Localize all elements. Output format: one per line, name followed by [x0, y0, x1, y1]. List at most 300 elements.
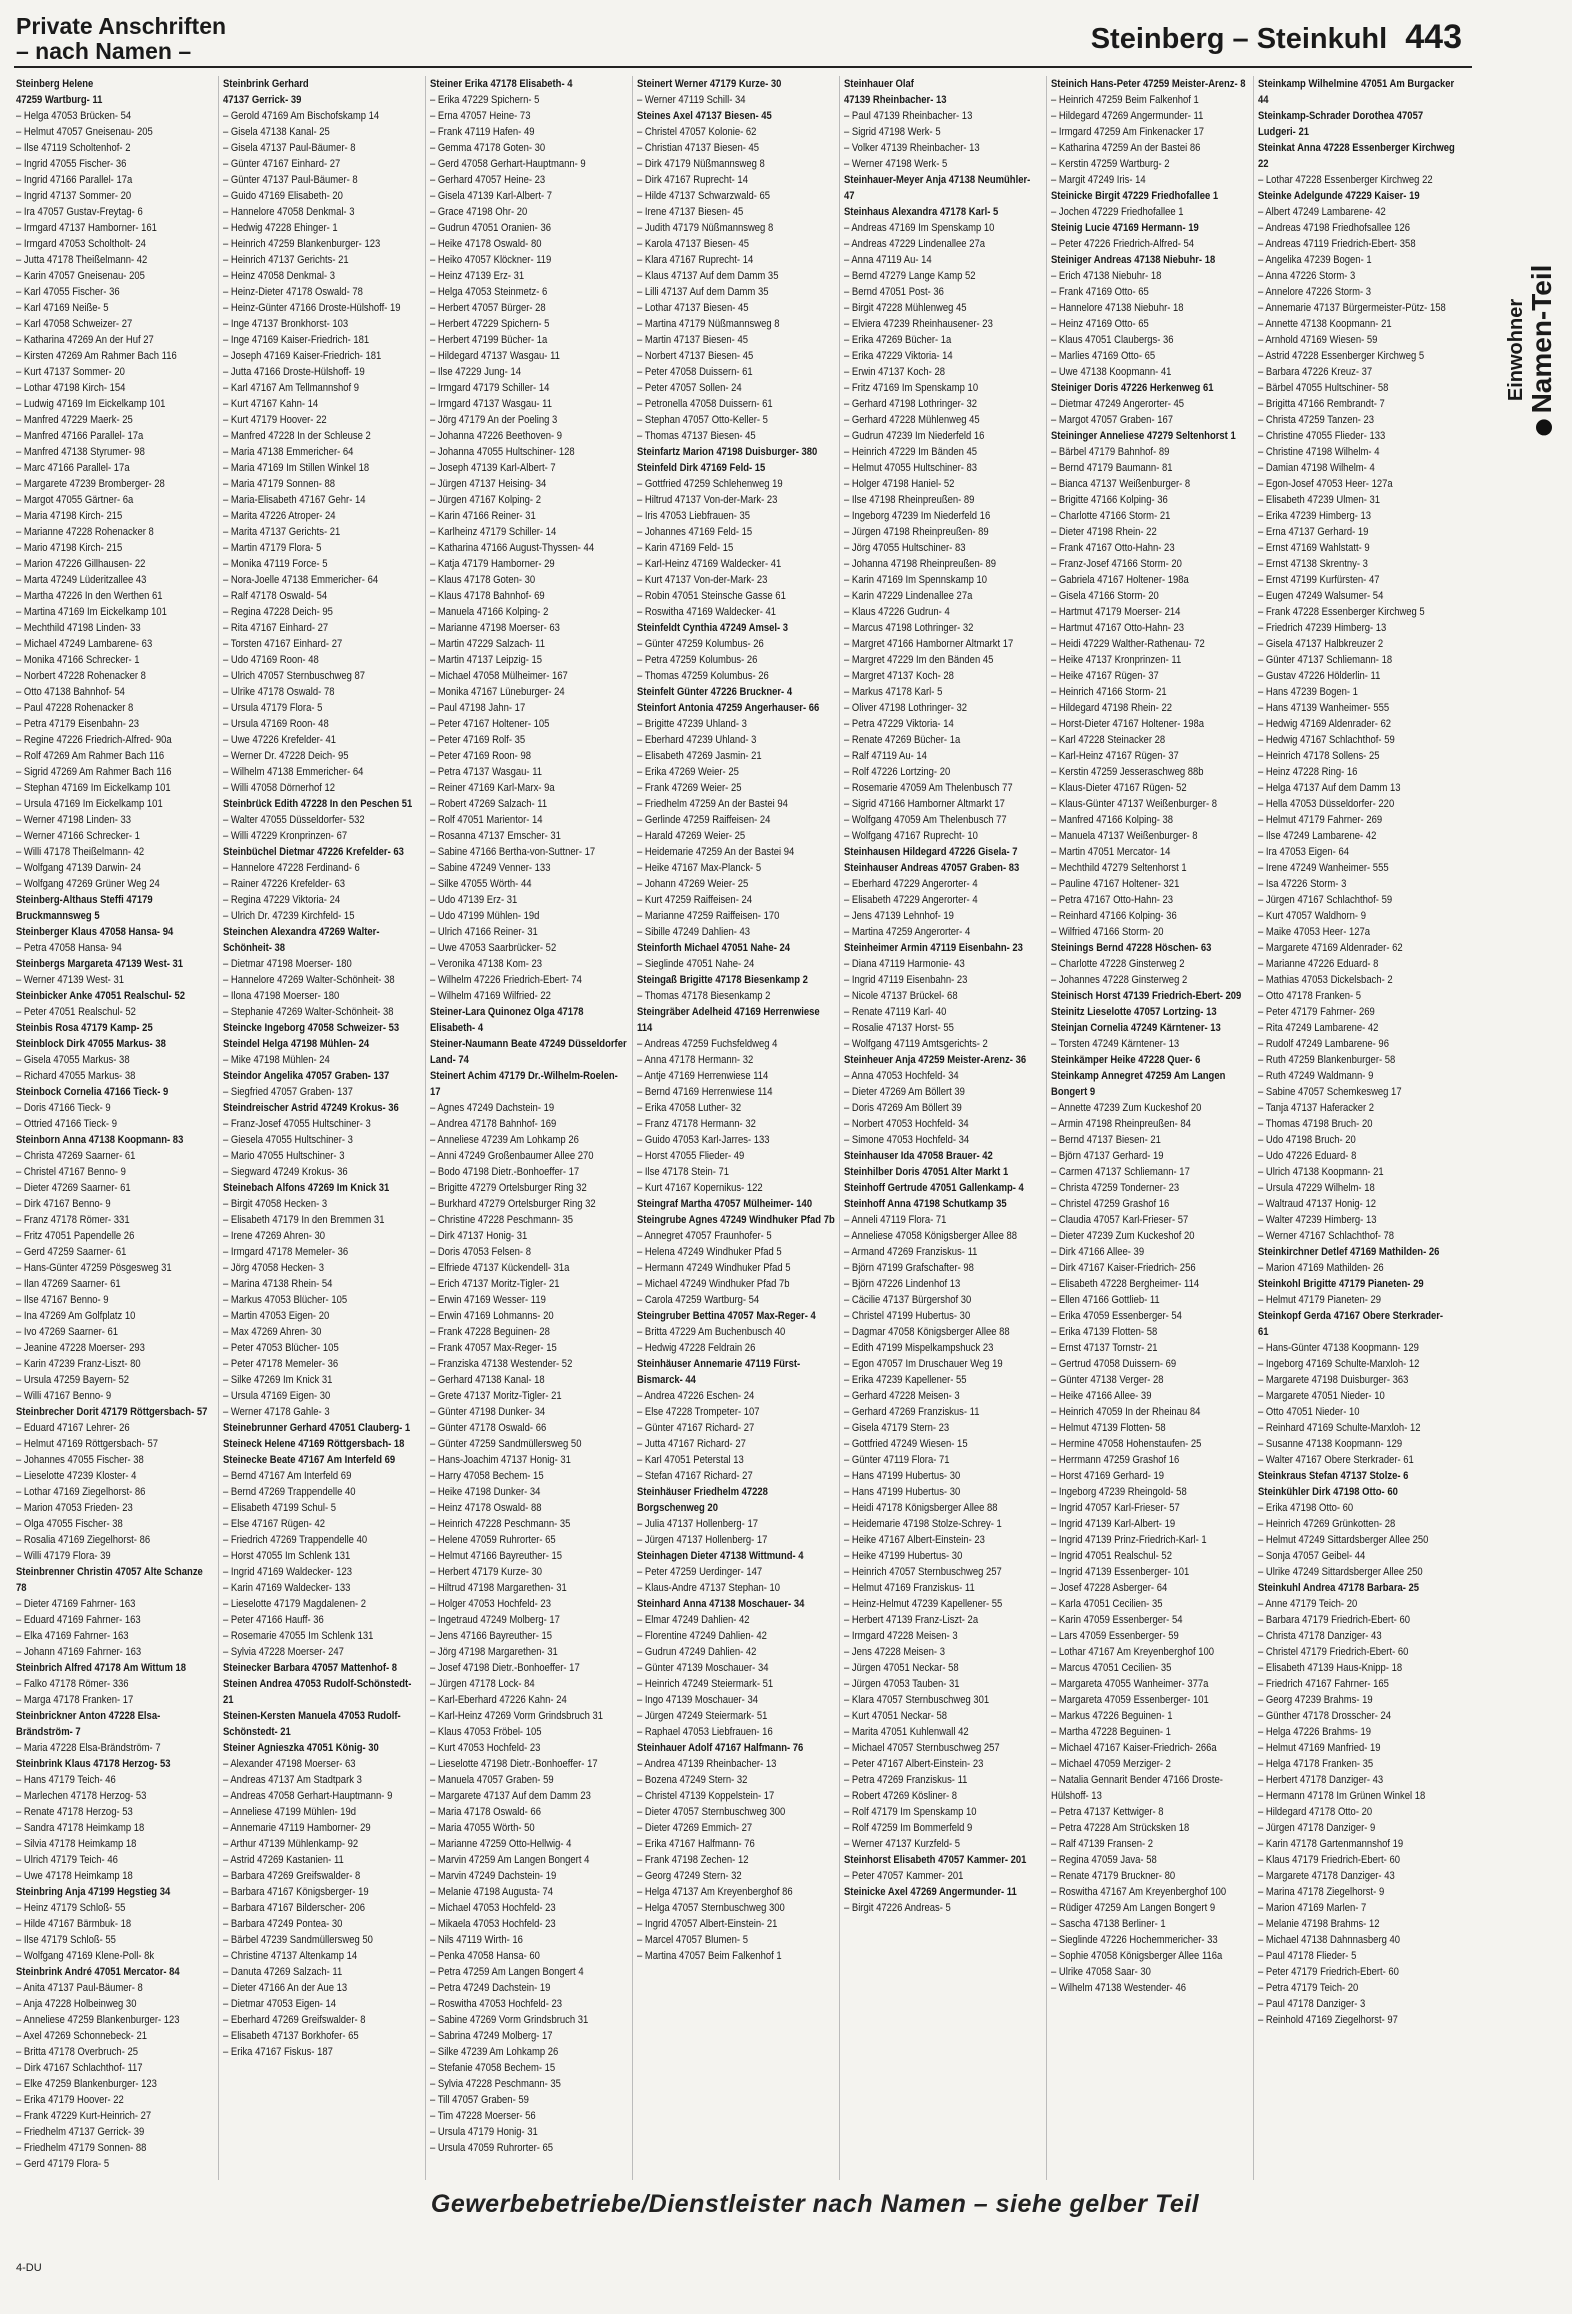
listing-entry: – Horst 47055 Im Schlenk 131 — [223, 1550, 351, 1562]
column-1 — [14, 76, 219, 2180]
listing-entry: – Reinhard 47169 Schulte-Marxloh- 12 — [1258, 1422, 1421, 1434]
listing-entry: – Paul 47139 Rheinbacher- 13 — [844, 110, 973, 122]
listing-entry: – Reinhold 47169 Ziegelhorst- 97 — [1258, 2014, 1398, 2026]
listing-entry: – Günter 47138 Verger- 28 — [1051, 1374, 1164, 1386]
listing-entry: – Björn 47199 Grafschafter- 98 — [844, 1262, 974, 1274]
listing-entry: – Uwe 47053 Saarbrücker- 52 — [430, 942, 557, 954]
listing-entry: – Eduard 47167 Lehrer- 26 — [16, 1422, 130, 1434]
listing-entry: Steinkuhl Andrea 47178 Barbara- 25 — [1258, 1582, 1420, 1594]
listing-entry: – Martin 47229 Salzach- 11 — [430, 638, 545, 650]
listing-entry: – Grete 47137 Moritz-Tigler- 21 — [430, 1390, 562, 1402]
listing-entry: – Wilhelm 47169 Wilfried- 22 — [430, 990, 551, 1002]
listing-entry: – Till 47057 Graben- 59 — [430, 2094, 529, 2106]
listing-entry: – Thomas 47259 Kolumbus- 26 — [637, 670, 769, 682]
listing-entry: – Norbert 47053 Hochfeld- 34 — [844, 1118, 969, 1130]
listing-entry: – Marcus 47198 Lothringer- 32 — [844, 622, 974, 634]
listing-entry: – Charlotte 47228 Ginsterweg 2 — [1051, 958, 1185, 970]
listing-entry: – Dirk 47167 Schlachthof- 117 — [16, 2062, 143, 2074]
listing-entry: – Peter 47167 Albert-Einstein- 23 — [844, 1758, 984, 1770]
listing-entry: Steinhoff Anna 47198 Schutkamp 35 — [844, 1198, 1007, 1210]
listing-entry: – Kurt 47057 Waldhorn- 9 — [1258, 910, 1366, 922]
column-6 — [1049, 76, 1254, 2180]
listing-entry: – Jutta 47166 Droste-Hülshoff- 19 — [223, 366, 365, 378]
listing-entry: – Franz-Josef 47055 Hultschiner- 3 — [223, 1118, 371, 1130]
listing-entry: – Ernst 47138 Skrentny- 3 — [1258, 558, 1368, 570]
listing-entry: Steinhauser Ida 47058 Brauer- 42 — [844, 1150, 993, 1162]
listing-entry: – Helga 47226 Brahms- 19 — [1258, 1726, 1372, 1738]
listing-entry: – Hildegard 47178 Otto- 20 — [1258, 1806, 1373, 1818]
listing-entry: – Karl-Heinz 47167 Rügen- 37 — [1051, 750, 1179, 762]
listing-entry: Steinert Werner 47179 Kurze- 30 — [637, 78, 782, 90]
listing-entry: – Werner 47167 Schlachthof- 78 — [1258, 1230, 1395, 1242]
listing-entry: – Karl-Eberhard 47226 Kahn- 24 — [430, 1694, 567, 1706]
listing-entry: – Jens 47166 Bayreuther- 15 — [430, 1630, 553, 1642]
listing-entry: – Harry 47058 Bechem- 15 — [430, 1470, 544, 1482]
listing-entry: – Stefan 47167 Richard- 27 — [637, 1470, 753, 1482]
listing-entry: – Michael 47059 Merziger- 2 — [1051, 1758, 1171, 1770]
listing-entry: – Ingeborg 47169 Schulte-Marxloh- 12 — [1258, 1358, 1420, 1370]
listing-entry: – Egon-Josef 47053 Heer- 127a — [1258, 478, 1393, 490]
listing-entry: – Manfred 47166 Kolping- 38 — [1051, 814, 1174, 826]
listing-entry: – Marita 47137 Gerichts- 21 — [223, 526, 341, 538]
listing-entry: – Marlechen 47178 Herzog- 53 — [16, 1790, 147, 1802]
listing-entry: – Heidi 47178 Königsberger Allee 88 — [844, 1502, 998, 1514]
listing-entry: – Frank 47228 Beguinen- 28 — [430, 1326, 550, 1338]
listing-entry: – Penka 47058 Hansa- 60 — [430, 1950, 540, 1962]
listing-entry: – Udo 47226 Eduard- 8 — [1258, 1150, 1357, 1162]
listing-entry: – Jürgen 47137 Hollenberg- 17 — [637, 1534, 768, 1546]
listing-entry: – Pauline 47167 Holtener- 321 — [1051, 878, 1180, 890]
listing-entry: – Frank 47229 Kurt-Heinrich- 27 — [16, 2110, 152, 2122]
listing-entry: – Johann 47269 Weier- 25 — [637, 878, 749, 890]
listing-entry: Steinicke Birgit 47229 Friedhofallee 1 — [1051, 190, 1219, 202]
listing-entry: – Helmut 47179 Fahrner- 269 — [1258, 814, 1383, 826]
listing-entry: Steinchen Alexandra 47269 Walter-Schönheit- 38 — [223, 926, 380, 954]
listing-entry: – Margarete 47137 Auf dem Damm 23 — [430, 1790, 591, 1802]
listing-entry: – Ulrike 47058 Saar- 30 — [1051, 1966, 1151, 1978]
listing-entry: – Katharina 47269 An der Huf 27 — [16, 334, 154, 346]
listing-entry: – Christine 47055 Flieder- 133 — [1258, 430, 1386, 442]
listing-entry: – Kurt 47053 Hochfeld- 23 — [430, 1742, 541, 1754]
listing-entry: Steinhoff Gertrude 47051 Gallenkamp- 4 — [844, 1182, 1024, 1194]
listing-entry: Steiner Erika 47178 Elisabeth- 4 — [430, 78, 573, 90]
listing-entry: – Rolf 47259 Im Bommerfeld 9 — [844, 1822, 973, 1834]
listing-entry: – Erika 47269 Bücher- 1a — [844, 334, 952, 346]
listing-entry: – Gerlinde 47259 Raiffeisen- 24 — [637, 814, 771, 826]
listing-entry: – Kurt 47179 Hoover- 22 — [223, 414, 327, 426]
listing-entry: – Karin 47229 Lindenallee 27a — [844, 590, 973, 602]
listing-entry: – Thomas 47198 Bruch- 20 — [1258, 1118, 1373, 1130]
listing-entry: – Volker 47139 Rheinbacher- 13 — [844, 142, 980, 154]
listing-entry: – Florentine 47249 Dahlien- 42 — [637, 1630, 767, 1642]
listing-entry: Steinbrich Alfred 47178 Am Wittum 18 — [16, 1662, 187, 1674]
listing-entry: – Anneliese 47239 Am Lohkamp 26 — [430, 1134, 579, 1146]
listing-entry: – Walter 47167 Obere Sterkrader- 61 — [1258, 1454, 1414, 1466]
listing-entry: – Barbara 47167 Königsberger- 19 — [223, 1886, 369, 1898]
listing-entry: – Margot 47055 Gärtner- 6a — [16, 494, 134, 506]
listing-entry: Steingraf Martha 47057 Mülheimer- 140 — [637, 1198, 813, 1210]
listing-entry: – Margarete 47051 Nieder- 10 — [1258, 1390, 1385, 1402]
listing-entry: Steingruber Bettina 47057 Max-Reger- 4 — [637, 1310, 816, 1322]
listing-entry: – Johanna 47198 Rheinpreußen- 89 — [844, 558, 997, 570]
listing-entry: Steinbis Rosa 47179 Kamp- 25 — [16, 1022, 153, 1034]
listing-entry: – Ursula 47059 Ruhrorter- 65 — [430, 2142, 554, 2154]
listing-entry: – Jörg 47198 Margarethen- 31 — [430, 1646, 558, 1658]
listing-entry: – Melanie 47198 Augusta- 74 — [430, 1886, 554, 1898]
listing-entry: – Friedrich 47167 Fahrner- 165 — [1258, 1678, 1389, 1690]
listing-entry: – Klaus 47053 Fröbel- 105 — [430, 1726, 542, 1738]
listing-entry: – Else 47167 Rügen- 42 — [223, 1518, 326, 1530]
listing-entry: – Hans-Günter 47138 Koopmann- 129 — [1258, 1342, 1419, 1354]
listing-entry: Steindreischer Astrid 47249 Krokus- 36 — [223, 1102, 399, 1114]
listing-entry: – Regine 47226 Friedrich-Alfred- 90a — [16, 734, 172, 746]
listing-entry: – Jürgen 47167 Schlachthof- 59 — [1258, 894, 1393, 906]
listing-entry: – Andrea 47226 Eschen- 24 — [637, 1390, 755, 1402]
listing-entry: – Jörg 47055 Hultschiner- 83 — [844, 542, 966, 554]
listing-entry: – Willi 47058 Dörnerhof 12 — [223, 782, 336, 794]
listing-entry: – Dirk 47167 Kaiser-Friedrich- 256 — [1051, 1262, 1196, 1274]
listing-entry: – Sonja 47057 Geibel- 44 — [1258, 1550, 1366, 1562]
listing-entry: – Rolf 47226 Lortzing- 20 — [844, 766, 951, 778]
listing-entry: – Frank 47119 Hafen- 49 — [430, 126, 535, 138]
listing-entry: – Heike 47137 Kronprinzen- 11 — [1051, 654, 1182, 666]
listing-entry: – Hedwig 47167 Schlachthof- 59 — [1258, 734, 1395, 746]
listing-entry: – Christel 47139 Koppelstein- 17 — [637, 1790, 775, 1802]
listing-entry: – Helga 47057 Sternbuschweg 300 — [637, 1902, 785, 1914]
listing-entry: – Elviera 47239 Rheinhausener- 23 — [844, 318, 993, 330]
listing-entry: Steinfartz Marion 47198 Duisburger- 380 — [637, 446, 818, 458]
listing-entry: – Susanne 47138 Koopmann- 129 — [1258, 1438, 1403, 1450]
listing-entry: – Heike 47166 Allee- 39 — [1051, 1390, 1152, 1402]
listing-entry: – Hermine 47058 Hohenstaufen- 25 — [1051, 1438, 1202, 1450]
listing-entry: – Heinrich 47259 Beim Falkenhof 1 — [1051, 94, 1199, 106]
listing-entry: – Christine 47137 Altenkamp 14 — [223, 1950, 358, 1962]
listing-entry: – Carola 47259 Wartburg- 54 — [637, 1294, 760, 1306]
listing-entry: – Hannelore 47058 Denkmal- 3 — [223, 206, 355, 218]
listing-entry: – Elisabeth 47199 Schul- 5 — [223, 1502, 337, 1514]
listing-entry: – Jörg 47058 Hecken- 3 — [223, 1262, 324, 1274]
listing-entry: – Michael 47053 Hochfeld- 23 — [430, 1902, 556, 1914]
listing-entry: – Irmgard 47259 Am Finkenacker 17 — [1051, 126, 1205, 138]
listing-entry: – Monika 47167 Lüneburger- 24 — [430, 686, 565, 698]
listing-entry: – Reinhard 47166 Kolping- 36 — [1051, 910, 1177, 922]
listing-entry: – Horst 47169 Gerhard- 19 — [1051, 1470, 1165, 1482]
listing-entry: – Renate 47179 Bruckner- 80 — [1051, 1870, 1176, 1882]
listing-entry: – Herbert 47057 Bürger- 28 — [430, 302, 546, 314]
listing-entry: – Peter 47178 Memeler- 36 — [223, 1358, 339, 1370]
listing-entry: – Maria 47178 Oswald- 66 — [430, 1806, 541, 1818]
listing-entry: – Helene 47059 Ruhrorter- 65 — [430, 1534, 556, 1546]
listing-entry: – Frank 47167 Otto-Hahn- 23 — [1051, 542, 1175, 554]
listing-entry: Steinborn Anna 47138 Koopmann- 83 — [16, 1134, 184, 1146]
listing-columns — [14, 76, 1462, 2180]
listing-entry: – Michael 47249 Lambarene- 63 — [16, 638, 153, 650]
listing-entry: – Martina 47179 Nüßmannsweg 8 — [637, 318, 780, 330]
listing-entry: – Jeanine 47228 Moerser- 293 — [16, 1342, 145, 1354]
listing-entry: – Agnes 47249 Dachstein- 19 — [430, 1102, 555, 1114]
side-tab-line2: Namen-Teil — [1526, 264, 1557, 414]
listing-entry: – Ulrike 47249 Sittardsberger Allee 250 — [1258, 1566, 1423, 1578]
listing-entry: – Petra 47137 Kettwiger- 8 — [1051, 1806, 1164, 1818]
listing-entry: – Annegret 47057 Fraunhofer- 5 — [637, 1230, 772, 1242]
listing-entry: – Helmut 47139 Flotten- 58 — [1051, 1422, 1166, 1434]
listing-entry: – Melanie 47198 Brahms- 12 — [1258, 1918, 1380, 1930]
listing-entry: – Silke 47055 Wörth- 44 — [430, 878, 532, 890]
listing-entry: – Dietmar 47053 Eigen- 14 — [223, 1998, 337, 2010]
listing-entry: – Karin 47059 Essenberger- 54 — [1051, 1614, 1183, 1626]
listing-entry: – Dieter 47198 Rhein- 22 — [1051, 526, 1157, 538]
listing-entry: – Roswitha 47167 Am Kreyenberghof 100 — [1051, 1886, 1227, 1898]
listing-entry: – Hermann 47249 Windhuker Pfad 5 — [637, 1262, 791, 1274]
listing-entry: Steinbergs Margareta 47139 West- 31 — [16, 958, 184, 970]
listing-entry: – Erna 47137 Gerhard- 19 — [1258, 526, 1369, 538]
listing-entry: – Uwe 47178 Heimkamp 18 — [16, 1870, 133, 1882]
listing-entry: – Maria 47179 Sonnen- 88 — [223, 478, 336, 490]
listing-entry: – Torsten 47167 Einhard- 27 — [223, 638, 343, 650]
listing-entry: – Marina 47138 Rhein- 54 — [223, 1278, 333, 1290]
listing-entry: – Uwe 47138 Koopmann- 41 — [1051, 366, 1172, 378]
listing-entry: Steinkämper Heike 47228 Quer- 6 — [1051, 1054, 1201, 1066]
listing-entry: Steinbrenner Christin 47057 Alte Schanze 78 — [16, 1566, 203, 1594]
listing-entry: – Sandra 47178 Heimkamp 18 — [16, 1822, 145, 1834]
listing-entry: Steinhard Anna 47138 Moschauer- 34 — [637, 1598, 805, 1610]
listing-entry: – Heinrich 47259 Blankenburger- 123 — [223, 238, 381, 250]
listing-entry: – Annemarie 47119 Hamborner- 29 — [223, 1822, 371, 1834]
listing-entry: – Marianne 47259 Otto-Hellwig- 4 — [430, 1838, 572, 1850]
listing-entry: – Wolfgang 47139 Darwin- 24 — [16, 862, 141, 874]
listing-entry: – Hannelore 47228 Ferdinand- 6 — [223, 862, 360, 874]
listing-entry: – Jens 47228 Meisen- 3 — [844, 1646, 945, 1658]
listing-entry: – Annette 47239 Zum Kuckeshof 20 — [1051, 1102, 1202, 1114]
side-tab-line1: Einwohner — [1505, 298, 1527, 402]
listing-entry: – Anja 47228 Holbeinweg 30 — [16, 1998, 137, 2010]
listing-entry: – Martin 47053 Eigen- 20 — [223, 1310, 330, 1322]
listing-entry: Steinhäuser Friedhelm 47228 Borgschenweg 20 — [637, 1486, 768, 1514]
listing-entry: – Olga 47055 Fischer- 38 — [16, 1518, 123, 1530]
listing-entry: – Heinz 47169 Otto- 65 — [1051, 318, 1149, 330]
listing-entry: – Barbara 47249 Pontea- 30 — [223, 1918, 343, 1930]
listing-entry: Steinhagen Dieter 47138 Wittmund- 4 — [637, 1550, 804, 1562]
listing-entry: – Karla 47051 Cecilien- 35 — [1051, 1598, 1163, 1610]
listing-entry: – Erich 47138 Niebuhr- 18 — [1051, 270, 1162, 282]
listing-entry: – Falko 47178 Römer- 336 — [16, 1678, 129, 1690]
listing-entry: – Erika 47239 Kapellener- 55 — [844, 1374, 967, 1386]
listing-entry: – Michael 47249 Windhuker Pfad 7b — [637, 1278, 790, 1290]
listing-entry: – Mikaela 47053 Hochfeld- 23 — [430, 1918, 556, 1930]
listing-entry: – Bozena 47249 Stern- 32 — [637, 1774, 748, 1786]
listing-entry: – Ilse 47179 Schloß- 55 — [16, 1934, 116, 1946]
listing-entry: Steinke Adelgunde 47229 Kaiser- 19 — [1258, 190, 1420, 202]
listing-entry: – Klaus 47179 Friedrich-Ebert- 60 — [1258, 1854, 1400, 1866]
listing-entry: – Guido 47053 Karl-Jarres- 133 — [637, 1134, 770, 1146]
listing-entry: – Hiltrud 47137 Von-der-Mark- 23 — [637, 494, 778, 506]
listing-entry: – Ernst 47199 Kurfürsten- 47 — [1258, 574, 1380, 586]
listing-entry: Steinbrink Klaus 47178 Herzog- 53 — [16, 1758, 171, 1770]
listing-entry: – Günter 47178 Oswald- 66 — [430, 1422, 547, 1434]
listing-entry: – Helga 47053 Brücken- 54 — [16, 110, 132, 122]
listing-entry: – Eberhard 47239 Uhland- 3 — [637, 734, 757, 746]
listing-entry: – Helga 47137 Am Kreyenberghof 86 — [637, 1886, 793, 1898]
listing-entry: – Nicole 47137 Brückel- 68 — [844, 990, 958, 1002]
listing-entry: Steinberg-Althaus Steffi 47179 Bruckmannsweg 5 — [16, 894, 153, 922]
listing-entry: – Karin 47169 Feld- 15 — [637, 542, 734, 554]
listing-entry: – Elisabeth 47228 Bergheimer- 114 — [1051, 1278, 1200, 1290]
listing-entry: – Hartmut 47167 Otto-Hahn- 23 — [1051, 622, 1185, 634]
listing-entry: – Stephanie 47269 Walter-Schönheit- 38 — [223, 1006, 394, 1018]
listing-entry: – Dirk 47137 Honig- 31 — [430, 1230, 528, 1242]
listing-entry: – Holger 47053 Hochfeld- 23 — [430, 1598, 551, 1610]
listing-entry: – Regina 47229 Viktoria- 24 — [223, 894, 341, 906]
listing-entry: – Jens 47139 Lehnhof- 19 — [844, 910, 954, 922]
listing-entry: – Heinrich 47269 Grünkotten- 28 — [1258, 1518, 1396, 1530]
listing-entry: Steinhorst Elisabeth 47057 Kammer- 201 — [844, 1854, 1027, 1866]
listing-entry: – Günter 47198 Dunker- 34 — [430, 1406, 546, 1418]
listing-entry: – Hartmut 47179 Moerser- 214 — [1051, 606, 1181, 618]
listing-entry: – Britta 47229 Am Buchenbusch 40 — [637, 1326, 786, 1338]
listing-entry: – Christel 47259 Grashof 16 — [1051, 1198, 1170, 1210]
listing-entry: – Klaus-Günter 47137 Weißenburger- 8 — [1051, 798, 1217, 810]
listing-entry: Steinecke Beate 47167 Am Interfeld 69 — [223, 1454, 396, 1466]
listing-entry: – Gottfried 47249 Wiesen- 15 — [844, 1438, 968, 1450]
listing-entry: – Charlotte 47166 Storm- 21 — [1051, 510, 1171, 522]
listing-entry: – Ursula 47179 Flora- 5 — [223, 702, 323, 714]
listing-entry: – Rosemarie 47059 Am Thelenbusch 77 — [844, 782, 1013, 794]
listing-entry: – Sieglinde 47051 Nahe- 24 — [637, 958, 755, 970]
listing-entry: – Barbara 47269 Greifswalder- 8 — [223, 1870, 361, 1882]
listing-entry: – Kurt 47137 Von-der-Mark- 23 — [637, 574, 768, 586]
listing-entry: Steinbrink Gerhard — [223, 78, 309, 90]
listing-entry: – Anneli 47119 Flora- 71 — [844, 1214, 947, 1226]
listing-entry: – Doris 47166 Tieck- 9 — [16, 1102, 111, 1114]
listing-entry: – Frank 47269 Weier- 25 — [637, 782, 742, 794]
listing-entry: – Karin 47239 Franz-Liszt- 80 — [16, 1358, 141, 1370]
listing-entry: – Elisabeth 47179 In den Bremmen 31 — [223, 1214, 385, 1226]
listing-entry: – Hannelore 47269 Walter-Schönheit- 38 — [223, 974, 395, 986]
listing-entry: – Erich 47137 Moritz-Tigler- 21 — [430, 1278, 560, 1290]
listing-entry: – Judith 47179 Nüßmannsweg 8 — [637, 222, 774, 234]
listing-entry: – Heinrich 47059 In der Rheinau 84 — [1051, 1406, 1201, 1418]
listing-entry: – Irene 47249 Wanheimer- 555 — [1258, 862, 1389, 874]
listing-entry: – Axel 47269 Schonnebeck- 21 — [16, 2030, 147, 2042]
listing-entry: – Erwin 47137 Koch- 28 — [844, 366, 945, 378]
listing-entry: – Anni 47249 Großenbaumer Allee 270 — [430, 1150, 594, 1162]
listing-entry: – Helmut 47179 Pianeten- 29 — [1258, 1294, 1382, 1306]
listing-entry: Steinbicker Anke 47051 Realschul- 52 — [16, 990, 185, 1002]
listing-entry: – Klaus 47137 Auf dem Damm 35 — [637, 270, 779, 282]
listing-entry: – Dirk 47167 Ruprecht- 14 — [637, 174, 748, 186]
listing-entry: – Erika 47269 Weier- 25 — [637, 766, 739, 778]
listing-entry: – Ursula 47229 Wilhelm- 18 — [1258, 1182, 1375, 1194]
listing-entry: – Josef 47198 Dietr.-Bonhoeffer- 17 — [430, 1662, 580, 1674]
listing-entry: – Annelore 47226 Storm- 3 — [1258, 286, 1372, 298]
listing-entry: – Sibille 47249 Dahlien- 43 — [637, 926, 751, 938]
listing-entry: – Marita 47051 Kuhlenwall 42 — [844, 1726, 969, 1738]
listing-entry: – Rosalia 47169 Ziegelhorst- 86 — [16, 1534, 151, 1546]
listing-entry: – Ottried 47166 Tieck- 9 — [16, 1118, 117, 1130]
listing-entry: – Ingrid 47169 Waldecker- 123 — [223, 1566, 353, 1578]
listing-entry: – Erika 47167 Fiskus- 187 — [223, 2046, 333, 2058]
listing-entry: – Ilse 47167 Benno- 9 — [16, 1294, 109, 1306]
listing-entry: – Johannes 47169 Feld- 15 — [637, 526, 753, 538]
listing-entry: – Hans 47239 Bogen- 1 — [1258, 686, 1358, 698]
listing-entry: – Heiko 47057 Klöckner- 119 — [430, 254, 552, 266]
listing-entry: – Petra 47259 Am Langen Bongert 4 — [430, 1966, 584, 1978]
listing-entry: – Ulrike 47178 Oswald- 78 — [223, 686, 335, 698]
listing-entry: Steinkraus Stefan 47137 Stolze- 6 — [1258, 1470, 1409, 1482]
listing-entry: Steinhauer Olaf — [844, 78, 914, 90]
listing-entry: – Barbara 47226 Kreuz- 37 — [1258, 366, 1373, 378]
listing-entry: – Katharina 47166 August-Thyssen- 44 — [430, 542, 595, 554]
listing-entry: – Martha 47226 In den Werthen 61 — [16, 590, 163, 602]
listing-entry: – Heike 47167 Max-Planck- 5 — [637, 862, 762, 874]
listing-entry: – Günter 47259 Kolumbus- 26 — [637, 638, 764, 650]
listing-entry: – Erika 47198 Otto- 60 — [1258, 1502, 1354, 1514]
listing-entry: – Heinrich 47137 Gerichts- 21 — [223, 254, 349, 266]
listing-entry: – Else 47228 Trompeter- 107 — [637, 1406, 760, 1418]
listing-entry: – Silke 47239 Am Lohkamp 26 — [430, 2046, 559, 2058]
listing-entry: – Ursula 47169 Roon- 48 — [223, 718, 329, 730]
footer-banner: Gewerbebetriebe/Dienstleister nach Namen – siehe gelber Teil — [430, 2190, 1200, 2218]
listing-entry: – Marion 47226 Gillhausen- 22 — [16, 558, 146, 570]
listing-entry: – Rosalie 47137 Horst- 55 — [844, 1022, 954, 1034]
listing-entry: – Sophie 47058 Königsberger Allee 116a — [1051, 1950, 1223, 1962]
listing-entry: – Udo 47169 Roon- 48 — [223, 654, 319, 666]
listing-entry: – Petra 47228 Am Strücksken 18 — [1051, 1822, 1190, 1834]
listing-entry: – Johanna 47055 Hultschiner- 128 — [430, 446, 575, 458]
listing-entry: – Hans 47199 Hubertus- 30 — [844, 1470, 961, 1482]
listing-entry: – Ralf 47119 Au- 14 — [844, 750, 927, 762]
listing-entry: – Manuela 47057 Graben- 59 — [430, 1774, 554, 1786]
listing-entry: – Christa 47269 Saarner- 61 — [16, 1150, 136, 1162]
listing-entry: Steines Axel 47137 Biesen- 45 — [637, 110, 772, 122]
listing-entry: – Michael 47167 Kaiser-Friedrich- 266a — [1051, 1742, 1217, 1754]
header-left-line1: Private Anschriften — [16, 13, 227, 39]
listing-entry: – Helmut 47169 Manfried- 19 — [1258, 1742, 1381, 1754]
listing-entry: – Karin 47166 Reiner- 31 — [430, 510, 536, 522]
listing-entry: Steindor Angelika 47057 Graben- 137 — [223, 1070, 390, 1082]
listing-entry: – Paul 47228 Rohenacker 8 — [16, 702, 134, 714]
listing-entry: – Hiltrud 47198 Margarethen- 31 — [430, 1582, 567, 1594]
listing-entry: – Andrea 47178 Bahnhof- 169 — [430, 1118, 557, 1130]
listing-entry: – Elisabeth 47229 Angerorter- 4 — [844, 894, 978, 906]
listing-entry: – Reiner 47169 Karl-Marx- 9a — [430, 782, 555, 794]
listing-entry: – Ingrid 47137 Sommer- 20 — [16, 190, 132, 202]
listing-entry: – Doris 47053 Felsen- 8 — [430, 1246, 531, 1258]
listing-entry: – Hannelore 47138 Niebuhr- 18 — [1051, 302, 1184, 314]
listing-entry: – Heinz 47058 Denkmal- 3 — [223, 270, 336, 282]
listing-entry: – Ursula 47169 Im Eickelkamp 101 — [16, 798, 163, 810]
listing-entry: – Ingo 47139 Moschauer- 34 — [637, 1694, 758, 1706]
listing-entry: – Margarete 47239 Bromberger- 28 — [16, 478, 165, 490]
listing-entry: – Heinz 47179 Schloß- 55 — [16, 1902, 126, 1914]
listing-entry: – Wilhelm 47138 Emmericher- 64 — [223, 766, 364, 778]
listing-entry: – Rudolf 47249 Lambarene- 96 — [1258, 1038, 1389, 1050]
listing-entry: – Michael 47057 Sternbuschweg 257 — [844, 1742, 1000, 1754]
listing-entry: Steinbüchel Dietmar 47226 Krefelder- 63 — [223, 846, 404, 858]
listing-entry: – Herbert 47229 Spichern- 5 — [430, 318, 550, 330]
listing-entry: – Helmut 47169 Franziskus- 11 — [844, 1582, 975, 1594]
listing-entry: – Martin 47051 Mercator- 14 — [1051, 846, 1171, 858]
listing-entry: – Joseph 47169 Kaiser-Friedrich- 181 — [223, 350, 382, 362]
listing-entry: – Margarete 47178 Danziger- 43 — [1258, 1870, 1395, 1882]
listing-entry: – Eberhard 47269 Greifswalder- 8 — [223, 2014, 366, 2026]
listing-entry: – Elisabeth 47137 Borkhofer- 65 — [223, 2030, 359, 2042]
listing-entry: – Gisela 47179 Stern- 23 — [844, 1422, 950, 1434]
listing-entry: – Bodo 47198 Dietr.-Bonhoeffer- 17 — [430, 1166, 580, 1178]
listing-entry: – Gudrun 47239 Im Niederfeld 16 — [844, 430, 985, 442]
listing-entry: – Rolf 47269 Am Rahmer Bach 116 — [16, 750, 165, 762]
listing-entry: – Rita 47167 Einhard- 27 — [223, 622, 329, 634]
